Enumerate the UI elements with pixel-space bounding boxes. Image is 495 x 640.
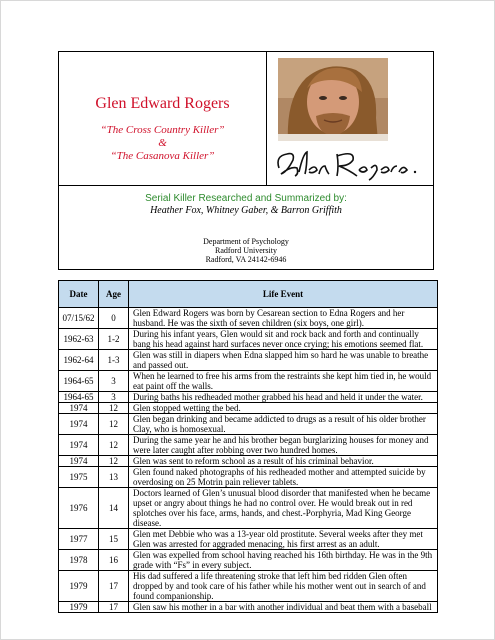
authors-line: Heather Fox, Whitney Gaber, & Barron Griffith — [150, 205, 342, 216]
row-age: 12 — [99, 456, 129, 467]
row-date: 07/15/62 — [59, 308, 99, 329]
killer-name: Glen Edward Rogers — [95, 95, 230, 112]
row-age: 12 — [99, 403, 129, 414]
department-line: Department of Psychology — [203, 237, 289, 246]
table-row — [59, 602, 438, 613]
row-event: His dad suffered a life threatening stroke that left him bed ridden Glen often dropped by and took care of his father while his mother went out in search of and found companionship. — [129, 571, 438, 602]
row-date: 1964-65 — [59, 392, 99, 403]
row-event: Glen stopped wetting the bed. — [129, 403, 438, 414]
row-date: 1962-63 — [59, 329, 99, 350]
row-date: 1974 — [59, 435, 99, 456]
alias-cross-country: “The Cross Country Killer” — [100, 124, 225, 136]
life-event-table — [58, 280, 438, 613]
row-age: 12 — [99, 435, 129, 456]
row-event: Glen began drinking and became addicted to drugs as a result of his older brother Clay, who is homosexual. — [129, 414, 438, 435]
table-row — [59, 488, 438, 529]
row-date: 1979 — [59, 571, 99, 602]
row-date: 1979 — [59, 602, 99, 613]
row-date: 1974 — [59, 456, 99, 467]
col-event-header: Life Event — [129, 281, 438, 308]
row-date: 1974 — [59, 414, 99, 435]
row-age: 15 — [99, 529, 129, 550]
city-line: Radford, VA 24142-6946 — [205, 255, 287, 264]
row-event: Doctors learned of Glen’s unusual blood disorder that manifested when he became upset or angry about things he had no control over. He would break out in red splotches over his face, arms, hands, and chest.-Porphyria, Mad King George disease. — [129, 488, 438, 529]
header-horizontal-divider — [59, 185, 433, 186]
portrait-photo — [278, 58, 388, 141]
table-row — [59, 571, 438, 602]
row-event: Glen met Debbie who was a 13-year old prostitute. Several weeks after they met Glen was arrested for aggraded menacing, his first arrest as an adult. — [129, 529, 438, 550]
university-line: Radford University — [215, 246, 277, 255]
researched-by-label: Serial Killer Researched and Summarized by: — [145, 193, 347, 204]
table-row — [59, 467, 438, 488]
header-vertical-divider — [266, 52, 267, 185]
alias-casanova: “The Casanova Killer” — [110, 150, 215, 162]
signature-image — [273, 146, 423, 182]
row-age: 17 — [99, 602, 129, 613]
row-event: During the same year he and his brother began burglarizing houses for money and were later caught after robbing over two hundred homes. — [129, 435, 438, 456]
row-date: 1964-65 — [59, 371, 99, 392]
row-age: 17 — [99, 571, 129, 602]
table-row — [59, 371, 438, 392]
col-date-header: Date — [59, 281, 99, 308]
row-age: 0 — [99, 308, 129, 329]
row-event: When he learned to free his arms from the restraints she kept him tied in, he would eat paint off the walls. — [129, 371, 438, 392]
row-age: 3 — [99, 392, 129, 403]
row-age: 14 — [99, 488, 129, 529]
table-row — [59, 414, 438, 435]
row-date: 1977 — [59, 529, 99, 550]
table-row — [59, 308, 438, 329]
row-age: 13 — [99, 467, 129, 488]
row-date: 1974 — [59, 403, 99, 414]
row-event: Glen saw his mother in a bar with another individual and beat them with a baseball — [129, 602, 438, 613]
row-event: During baths his redheaded mother grabbed his head and held it under the water. — [129, 392, 438, 403]
row-date: 1976 — [59, 488, 99, 529]
table-row — [59, 392, 438, 403]
row-date: 1978 — [59, 550, 99, 571]
row-event: Glen was still in diapers when Edna slapped him so hard he was unable to breathe and passed out. — [129, 350, 438, 371]
row-event: Glen was expelled from school having reached his 16th birthday. He was in the 9th grade with “Fs” in every subject. — [129, 550, 438, 571]
table-row — [59, 435, 438, 456]
table-header-row — [59, 281, 438, 308]
row-date: 1962-64 — [59, 350, 99, 371]
row-event: During his infant years, Glen would sit and rock back and forth and continually bang his head against hard surfaces never once crying; his emotions seemed flat. — [129, 329, 438, 350]
table-row — [59, 550, 438, 571]
row-event: Glen Edward Rogers was born by Cesarean section to Edna Rogers and her husband. He was the sixth of seven children (six boys, one girl). — [129, 308, 438, 329]
alias-ampersand: & — [158, 137, 167, 149]
header-box — [58, 51, 434, 270]
table-row — [59, 329, 438, 350]
row-age: 3 — [99, 371, 129, 392]
table-row — [59, 350, 438, 371]
row-age: 12 — [99, 414, 129, 435]
row-event: Glen was sent to reform school as a result of his criminal behavior. — [129, 456, 438, 467]
row-date: 1975 — [59, 467, 99, 488]
row-age: 16 — [99, 550, 129, 571]
table-row — [59, 456, 438, 467]
row-age: 1-2 — [99, 329, 129, 350]
table-row — [59, 403, 438, 414]
col-age-header: Age — [99, 281, 129, 308]
row-event: Glen found naked photographs of his redheaded mother and attempted suicide by overdosing on 25 Motrin pain reliever tablets. — [129, 467, 438, 488]
row-age: 1-3 — [99, 350, 129, 371]
table-row — [59, 529, 438, 550]
